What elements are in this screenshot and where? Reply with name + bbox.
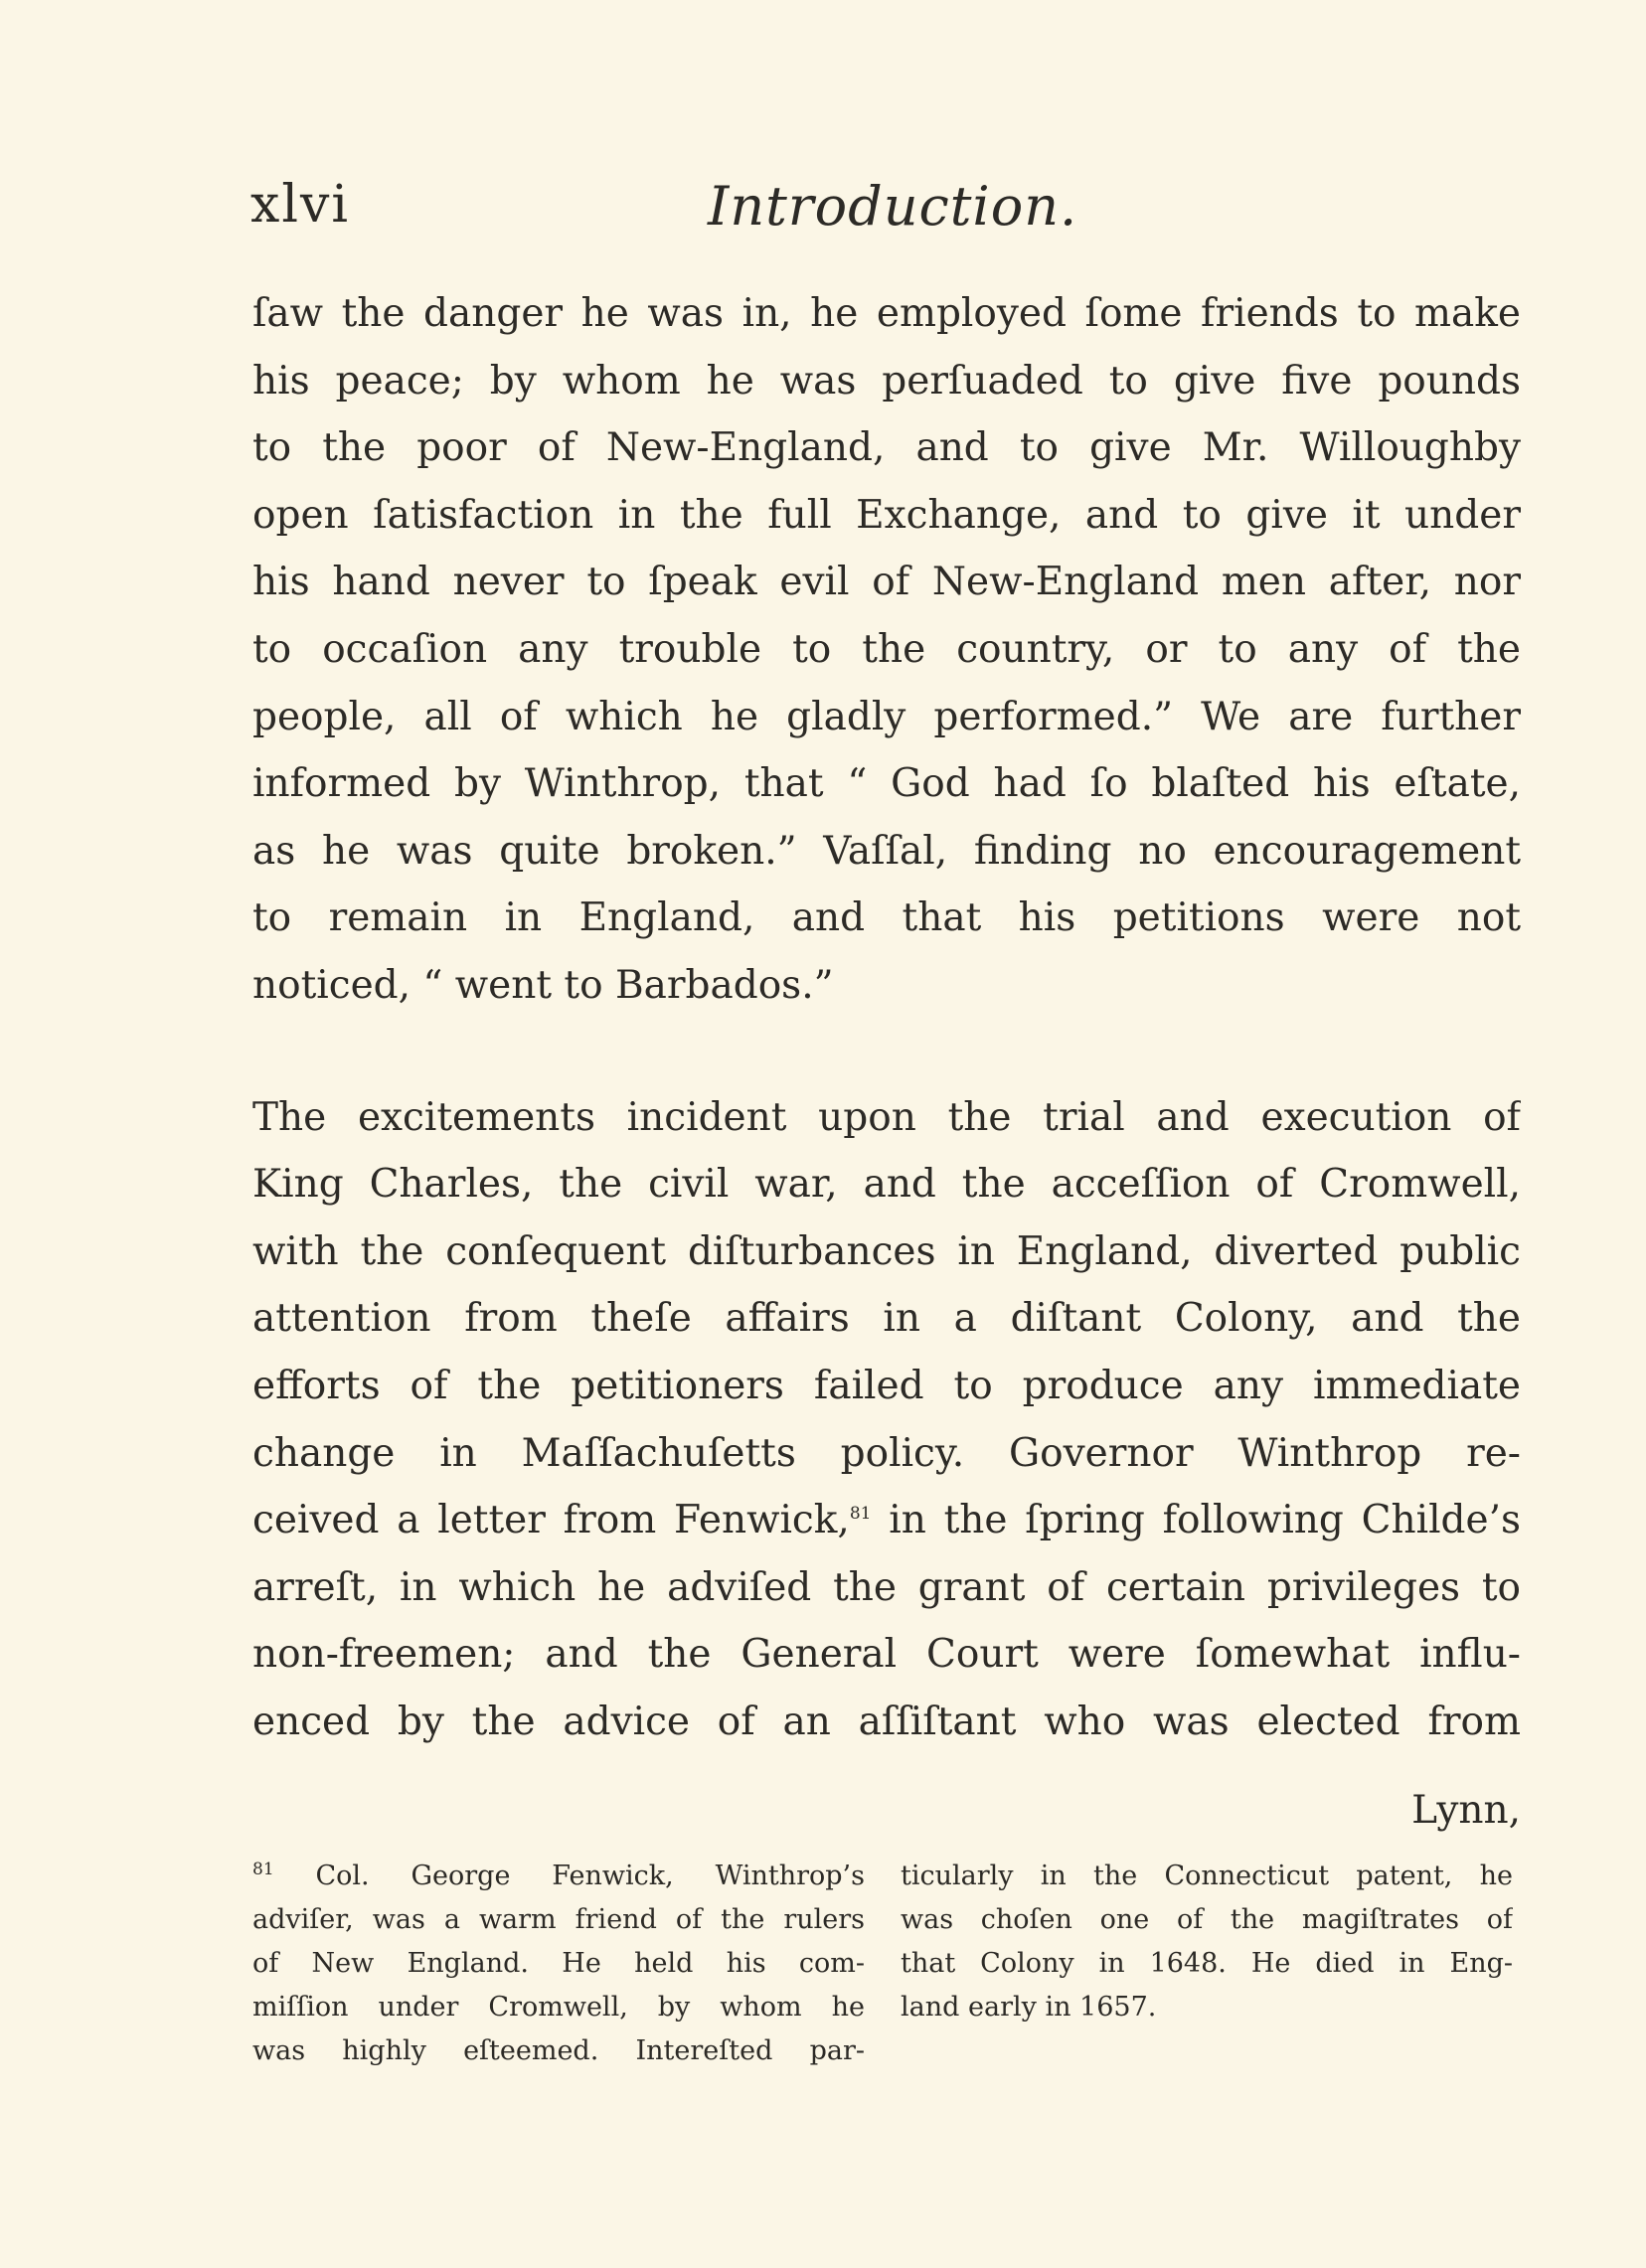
footnote-column-left xyxy=(252,1855,865,2073)
text-line: The excitements incident upon the trial and execution of xyxy=(252,1094,1521,1140)
text-line: enced by the advice of an aſſiſtant who was elected from xyxy=(252,1699,1521,1744)
text-line: as he was quite broken.” Vaſſal, finding no encouragement xyxy=(252,828,1521,874)
footnote-column-right xyxy=(901,1855,1513,2029)
text-line: King Charles, the civil war, and the acceſſion of Cromwell, xyxy=(252,1162,1521,1208)
text-line: to remain in England, and that his petitions were not xyxy=(252,895,1521,941)
footnote-marker: 81 xyxy=(252,1860,274,1879)
page-number: xlvi xyxy=(250,175,350,235)
text-segment: in the ſpring following Childe’s xyxy=(889,1498,1521,1543)
text-line: arreſt, in which he adviſed the grant of certain privileges to xyxy=(252,1564,1521,1610)
paragraph-2 xyxy=(252,1084,1521,1756)
footnote-line: of New England. He held his com- xyxy=(252,1948,865,1979)
footnote-line: was choſen one of the magiſtrates of xyxy=(901,1904,1513,1935)
paragraph-1 xyxy=(252,280,1521,1020)
footnote-line: ticularly in the Connecticut patent, he xyxy=(901,1861,1513,1891)
catchword: Lynn, xyxy=(1411,1788,1521,1833)
footnote-line: that Colony in 1648. He died in Eng- xyxy=(901,1948,1513,1979)
text-line: efforts of the petitioners failed to produce any immediate xyxy=(252,1363,1521,1408)
text-line: noticed, “ went to Barbados.” xyxy=(252,962,834,1008)
text-line: open ſatisfaction in the full Exchange, and to give it under xyxy=(252,492,1521,538)
text-line: non-freemen; and the General Court were ſomewhat influ- xyxy=(252,1632,1521,1678)
text-line: informed by Winthrop, that “ God had ſo blaſted his eſtate, xyxy=(252,761,1521,807)
text-line: to the poor of New-England, and to give Mr. Willoughby xyxy=(252,425,1521,471)
text-segment: ceived a letter from Fenwick, xyxy=(252,1498,850,1543)
footnote-line xyxy=(252,1855,865,1898)
footnote-line: miſſion under Cromwell, by whom he xyxy=(252,1992,865,2023)
page-header xyxy=(250,175,1523,254)
text-line: attention from theſe affairs in a diſtant Colony, and the xyxy=(252,1296,1521,1342)
footnote-line: land early in 1657. xyxy=(901,1992,1157,2023)
paragraph-gap xyxy=(252,1020,1521,1084)
text-line: to occaſion any trouble to the country, or to any of the xyxy=(252,626,1521,672)
text-line: ſaw the danger he was in, he employed ſome friends to make xyxy=(252,291,1521,336)
text-line: people, all of which he gladly performed.” We are further xyxy=(252,694,1521,739)
footnote-reference[interactable]: 81 xyxy=(849,1504,872,1525)
text-line: change in Maſſachuſetts policy. Governor Winthrop re- xyxy=(252,1430,1521,1476)
text-line: his peace; by whom he was perſuaded to give five pounds xyxy=(252,358,1521,404)
footnote-line: adviſer, was a warm friend of the rulers xyxy=(252,1904,865,1935)
text-line: his hand never to ſpeak evil of New-England men after, nor xyxy=(252,560,1521,605)
body-text xyxy=(252,280,1521,1755)
footnote-line: was highly eſteemed. Intereſted par- xyxy=(252,2035,865,2066)
running-title: Introduction. xyxy=(708,175,1078,238)
footnote-text: Col. George Fenwick, Winthrop’s xyxy=(315,1861,865,1891)
text-line: with the conſequent diſturbances in England, diverted public xyxy=(252,1228,1521,1274)
text-line-with-footnote-ref xyxy=(252,1487,1521,1554)
